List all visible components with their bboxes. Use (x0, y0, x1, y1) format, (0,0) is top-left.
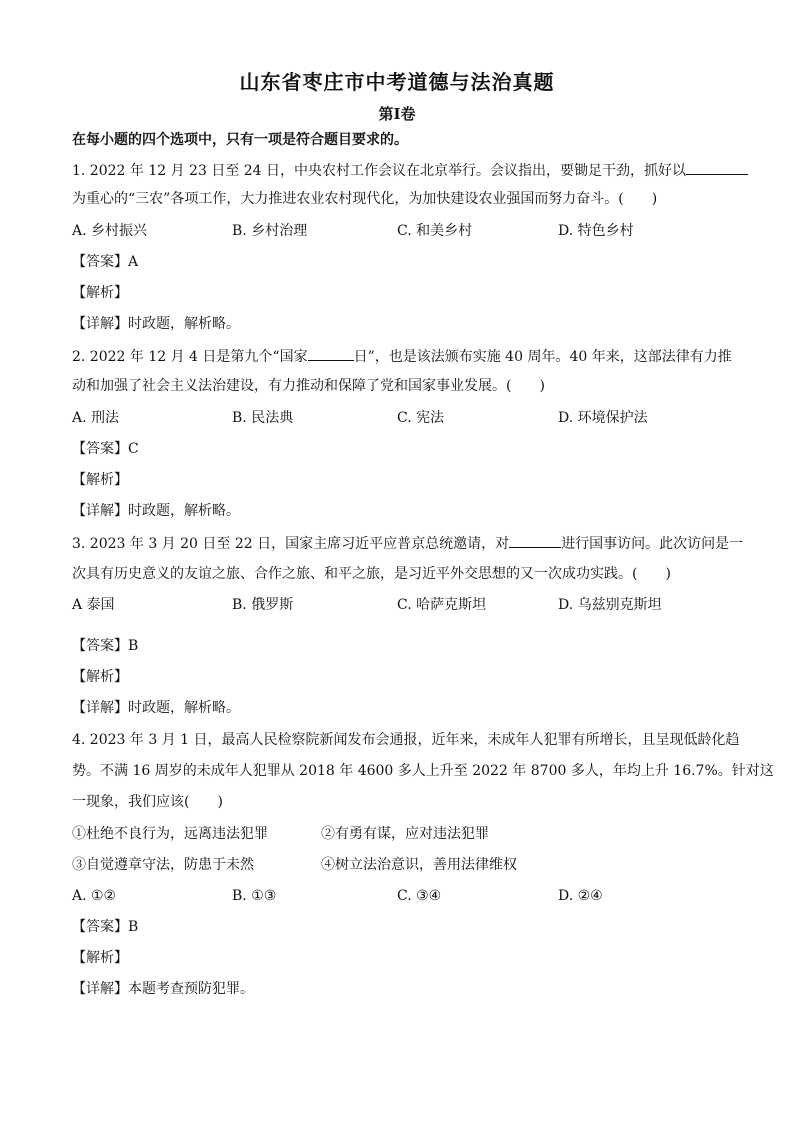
q4-statement-2: ②有勇有谋，应对违法犯罪 (321, 826, 489, 842)
q1-text-a: 1. 2022 年 12 月 23 日至 24 日，中央农村工作会议在北京举行。会议指出，要锄足干劲，抓好以 (72, 163, 687, 179)
q3-answer: 【答案】B (72, 638, 139, 654)
q2-option-d: D. 环境保护法 (558, 410, 648, 426)
question-4-stem-line3: 一现象，我们应该( ) (72, 794, 223, 810)
question-1-stem-line1 (72, 160, 722, 181)
q4-statement-3: ③自觉遵章守法，防患于未然 (72, 857, 254, 873)
answer-blank (509, 533, 561, 548)
answer-blank (308, 346, 354, 361)
q1-detail: 【详解】时政题，解析略。 (72, 316, 240, 332)
q1-option-c: C. 和美乡村 (397, 223, 473, 239)
q4-option-a: A. ①② (72, 888, 117, 904)
q3-text-b: 进行国事访问。此次访问是一 (561, 536, 744, 552)
q1-option-a: A. 乡村振兴 (72, 223, 148, 239)
q1-option-d: D. 特色乡村 (558, 223, 634, 239)
q4-analysis: 【解析】 (72, 950, 128, 966)
page-title: 山东省枣庄市中考道德与法治真题 (239, 70, 555, 94)
q1-answer: 【答案】A (72, 254, 139, 270)
q3-text-a: 3. 2023 年 3 月 20 日至 22 日，国家主席习近平应普京总统邀请，对 (72, 536, 510, 552)
instruction: 在每小题的四个选项中，只有一项是符合题目要求的。 (72, 132, 408, 148)
question-4-stem-line1: 4. 2023 年 3 月 1 日，最高人民检察院新闻发布会通报，近年来，未成年人犯罪有所增长，且呈现低龄化趋 (72, 732, 740, 748)
q2-answer: 【答案】C (72, 441, 139, 457)
question-2-stem-line1 (72, 346, 732, 367)
q2-text-a: 2. 2022 年 12 月 4 日是第九个“国家 (72, 349, 308, 365)
q4-detail: 【详解】本题考查预防犯罪。 (72, 981, 254, 997)
q3-detail: 【详解】时政题，解析略。 (72, 700, 240, 716)
q2-detail: 【详解】时政题，解析略。 (72, 503, 240, 519)
q4-option-b: B. ①③ (232, 888, 277, 904)
q3-option-b: B. 俄罗斯 (232, 597, 294, 613)
question-4-stem-line2: 势。不满 16 周岁的未成年人犯罪从 2018 年 4600 多人上升至 2022 年 8700 多人，年均上升 16.7%。针对这 (72, 763, 774, 779)
q4-answer: 【答案】B (72, 919, 139, 935)
q4-statement-4: ④树立法治意识，善用法律维权 (321, 857, 517, 873)
q2-option-a: A. 刑法 (72, 410, 120, 426)
question-3-stem-line2: 次具有历史意义的友谊之旅、合作之旅、和平之旅，是习近平外交思想的又一次成功实践。( ) (72, 566, 671, 582)
q1-option-b: B. 乡村治理 (232, 223, 308, 239)
q1-analysis: 【解析】 (72, 285, 128, 301)
section-heading: 第Ⅰ卷 (378, 105, 416, 123)
q2-analysis: 【解析】 (72, 472, 128, 488)
q2-option-c: C. 宪法 (397, 410, 445, 426)
q4-option-c: C. ③④ (397, 888, 442, 904)
question-1-stem-line2: 为重心的“三农”各项工作，大力推进农业农村现代化，为加快建设农业强国而努力奋斗。( ) (72, 191, 658, 207)
q4-statement-1: ①杜绝不良行为，远离违法犯罪 (72, 826, 268, 842)
question-3-stem-line1 (72, 533, 744, 554)
q3-option-a: A 泰国 (72, 597, 115, 613)
q3-option-c: C. 哈萨克斯坦 (397, 597, 487, 613)
q3-option-d: D. 乌兹别克斯坦 (558, 597, 662, 613)
q3-analysis: 【解析】 (72, 669, 128, 685)
q4-option-d: D. ②④ (558, 888, 603, 904)
q2-option-b: B. 民法典 (232, 410, 294, 426)
answer-blank (686, 160, 748, 175)
q2-text-b: 日”，也是该法颁布实施 40 周年。40 年来，这部法律有力推 (353, 349, 732, 365)
question-2-stem-line2: 动和加强了社会主义法治建设，有力推动和保障了党和国家事业发展。( ) (72, 378, 545, 394)
